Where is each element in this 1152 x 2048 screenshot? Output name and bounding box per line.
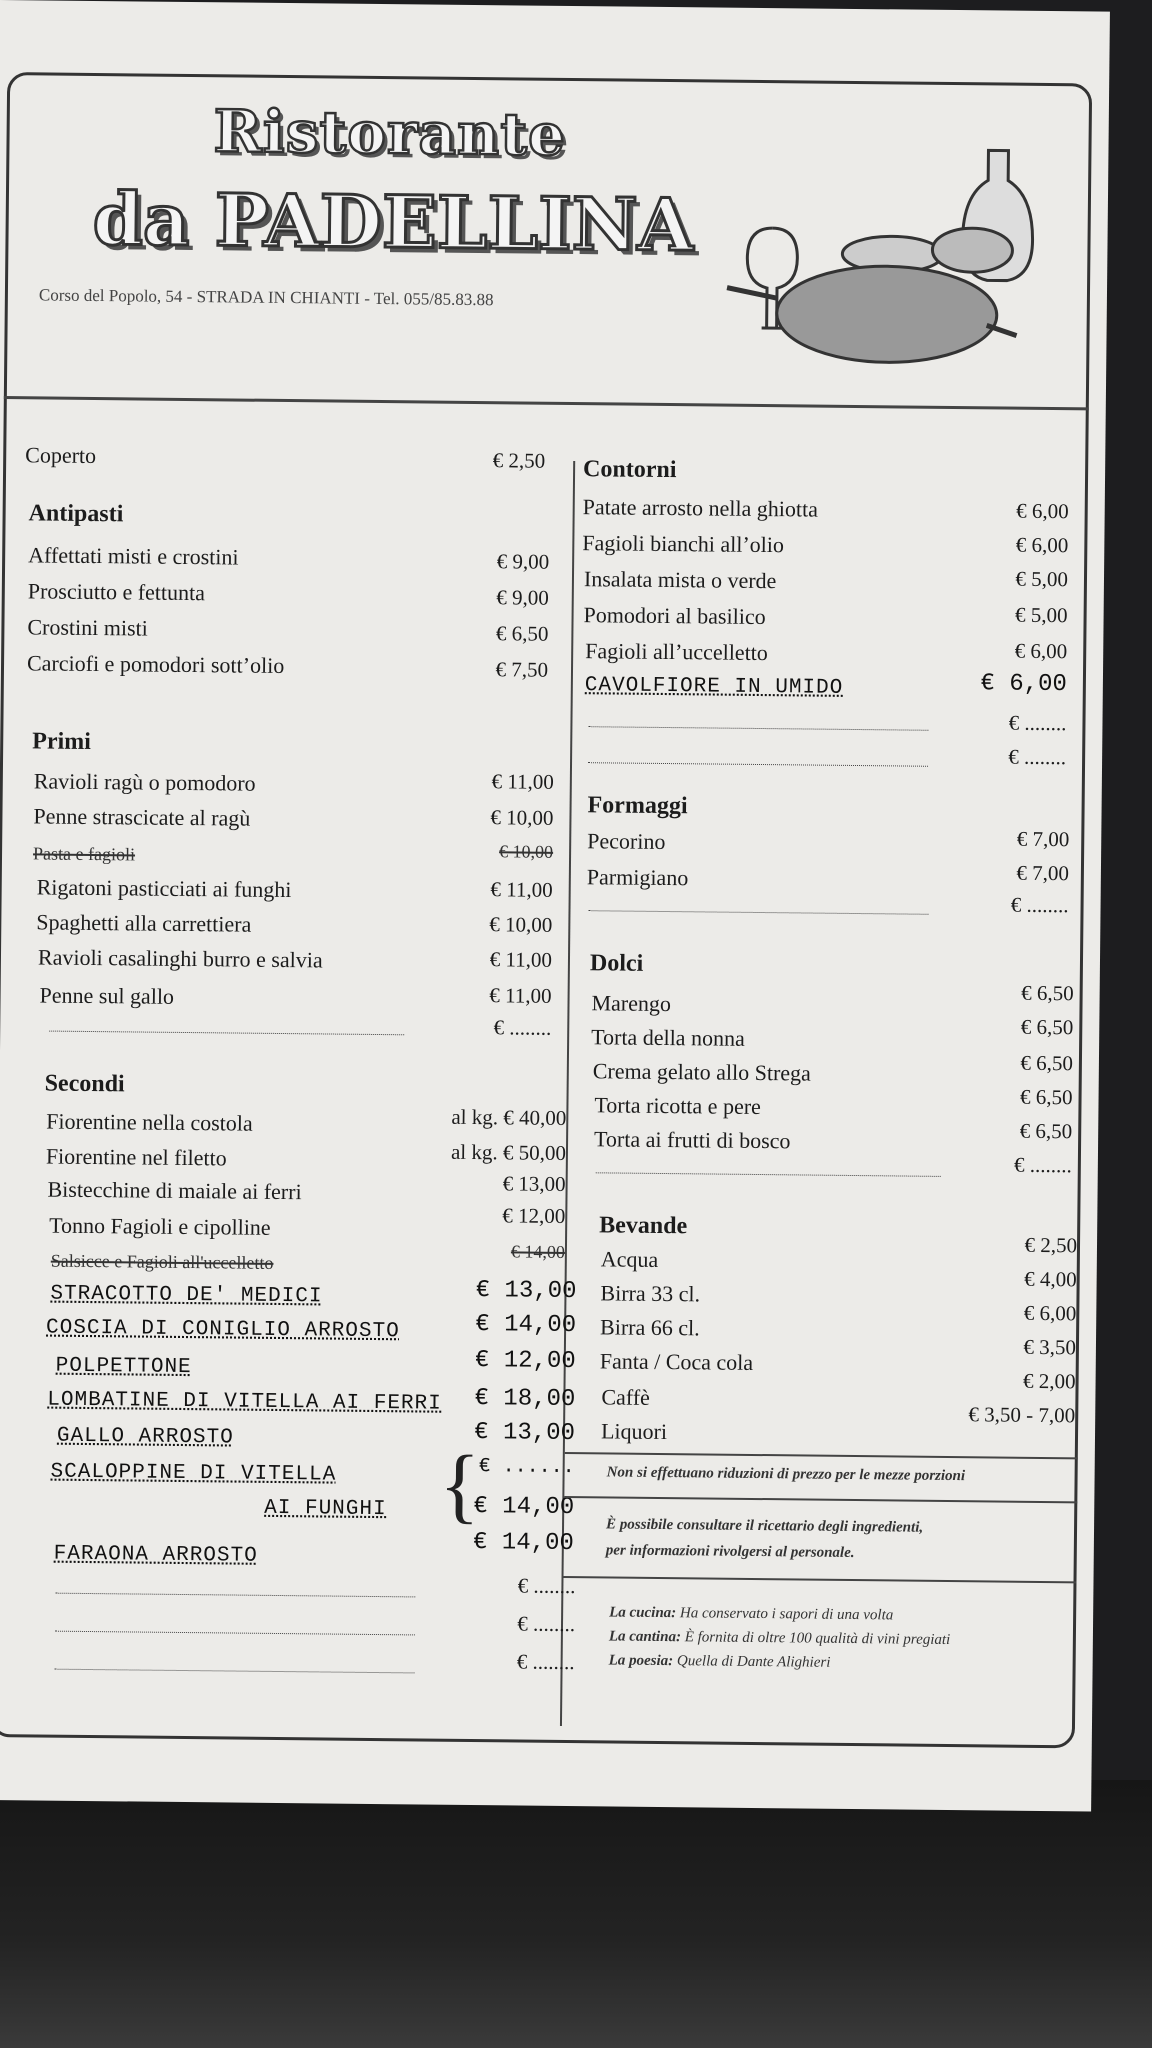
menu-item-name: Marengo xyxy=(591,990,672,1017)
menu-item-name: Fiorentine nella costola xyxy=(46,1108,253,1136)
menu-item-price: € 9,00 xyxy=(496,585,549,610)
menu-item-name: Pomodori al basilico xyxy=(583,602,766,630)
menu-item-price: € 6,50 xyxy=(1019,1118,1073,1144)
menu-item-name: Affettati misti e crostini xyxy=(28,542,239,570)
menu-item-name-struck: Salsicce e Fagioli all'uccelletto xyxy=(50,1250,274,1273)
cantina-text: È fornita di oltre 100 qualità di vini pregiati xyxy=(684,1629,951,1649)
menu-item-price-blank: € ........ xyxy=(517,1611,576,1637)
menu-item-price: € 10,00 xyxy=(489,912,553,937)
secondi-heading: Secondi xyxy=(44,1070,125,1098)
menu-item-name: Fagioli bianchi all’olio xyxy=(582,530,785,558)
handwritten-price: € 12,00 xyxy=(474,1347,576,1376)
menu-item-price: € 6,50 xyxy=(1020,1050,1074,1076)
menu-item-price: € 2,00 xyxy=(1022,1368,1076,1394)
menu-item-price: € 9,00 xyxy=(496,549,550,574)
handwritten-item: FARAONA ARROSTO xyxy=(53,1542,258,1568)
handwritten-price: € 14,00 xyxy=(475,1311,577,1340)
handwritten-price: € 14,00 xyxy=(472,1529,575,1558)
menu-item-name: Crema gelato allo Strega xyxy=(592,1058,812,1086)
menu-item-price: € 13,00 xyxy=(502,1171,566,1196)
menu-item-price: al kg. € 50,00 xyxy=(450,1139,567,1165)
menu-item-price-blank: € ........ xyxy=(1010,892,1069,918)
cantina-label: La cantina: xyxy=(608,1628,682,1646)
menu-item-price-struck: € 10,00 xyxy=(499,841,554,862)
recipe-note-line1: È possibile consultare il ricettario degli ingredienti, xyxy=(605,1516,924,1536)
menu-item-price: € 2,50 xyxy=(1024,1232,1078,1258)
handwritten-price: € 13,00 xyxy=(475,1277,577,1306)
restaurant-name: da PADELLINA xyxy=(92,175,694,268)
handwritten-price: € ...... xyxy=(478,1455,575,1480)
menu-item-name: Caffè xyxy=(601,1384,651,1410)
menu-item-price: € 6,00 xyxy=(1015,532,1069,558)
menu-item-name: Rigatoni pasticciati ai funghi xyxy=(36,874,292,903)
menu-item-name: Liquori xyxy=(600,1418,668,1445)
menu-item-price: € 3,50 - 7,00 xyxy=(968,1402,1076,1428)
menu-item-name: Ravioli casalinghi burro e salvia xyxy=(37,944,323,973)
menu-item-price-blank: € ........ xyxy=(1013,1152,1072,1178)
food-illustration xyxy=(716,138,1049,391)
menu-item-price: € 11,00 xyxy=(490,877,553,902)
handwritten-price: € 14,00 xyxy=(473,1493,575,1522)
primi-heading: Primi xyxy=(32,728,92,755)
menu-item-price: € 6,50 xyxy=(1020,1014,1074,1040)
menu-item-price: € 5,00 xyxy=(1014,602,1068,628)
menu-item-name: Bistecchine di maiale ai ferri xyxy=(47,1176,302,1205)
menu-item-price: € 11,00 xyxy=(491,769,554,794)
menu-item-price: € 6,00 xyxy=(1023,1300,1077,1326)
cucina-label: La cucina: xyxy=(609,1604,677,1622)
menu-item-name: Torta ricotta e pere xyxy=(594,1092,762,1120)
menu-item-name: Fanta / Coca cola xyxy=(599,1348,754,1375)
handwritten-item: COSCIA DI CONIGLIO ARROSTO xyxy=(45,1316,400,1344)
menu-item-name: Patate arrosto nella ghiotta xyxy=(582,494,819,522)
handwritten-item: GALLO ARROSTO xyxy=(56,1424,234,1450)
antipasti-heading: Antipasti xyxy=(28,500,124,528)
menu-item-name: Fiorentine nel filetto xyxy=(45,1143,227,1171)
poesia-label: La poesia: xyxy=(608,1652,674,1670)
menu-item-name: Birra 66 cl. xyxy=(600,1314,700,1341)
menu-item-name: Prosciutto e fettunta xyxy=(27,578,206,606)
menu-item-price: € 5,00 xyxy=(1015,566,1069,592)
menu-item-price: al kg. € 40,00 xyxy=(451,1104,567,1130)
menu-item-price: € 10,00 xyxy=(490,805,554,830)
menu-item-price: € 7,00 xyxy=(1016,860,1070,886)
menu-item-price: € 12,00 xyxy=(502,1203,566,1228)
cucina-note xyxy=(609,1604,893,1624)
recipe-note-line2: per informazioni rivolgersi al personale. xyxy=(605,1542,855,1562)
menu-item-name: Pecorino xyxy=(587,828,666,855)
menu-item-price-blank: € ........ xyxy=(493,1015,552,1040)
menu-item-price: € 6,50 xyxy=(1019,1084,1073,1110)
menu-item-price: € 6,50 xyxy=(1021,980,1074,1006)
menu-item-price-blank: € ........ xyxy=(517,1573,576,1599)
restaurant-address: Corso del Popolo, 54 - STRADA IN CHIANTI - Tel. 055/85.83.88 xyxy=(38,285,494,310)
bevande-heading: Bevande xyxy=(599,1212,688,1240)
handwritten-item: AI FUNGHI xyxy=(264,1496,387,1522)
cucina-text: Ha conservato i sapori di una volta xyxy=(679,1605,894,1624)
menu-item-price: € 7,00 xyxy=(1016,826,1070,852)
menu-item-price-blank: € ........ xyxy=(1008,710,1067,736)
menu-item-name-struck: Pasta e fagioli xyxy=(32,843,136,865)
cantina-note xyxy=(609,1628,951,1649)
handwritten-item: STRACOTTO DE' MEDICI xyxy=(50,1282,323,1309)
menu-item-name: Crostini misti xyxy=(27,614,148,641)
menu-item-price: € 6,00 xyxy=(1016,498,1069,524)
menu-item-price-struck: € 14,00 xyxy=(510,1241,566,1262)
menu-item-name: Insalata mista o verde xyxy=(583,566,777,594)
poesia-note xyxy=(609,1652,831,1671)
handwritten-price: € 13,00 xyxy=(474,1419,576,1448)
menu-item-name: Ravioli ragù o pomodoro xyxy=(33,768,256,796)
menu-item-name: Birra 33 cl. xyxy=(600,1280,701,1307)
handwritten-item: SCALOPPINE DI VITELLA xyxy=(50,1460,337,1487)
menu-item-name: Penne strascicate al ragù xyxy=(33,803,251,831)
coperto-price: € 2,50 xyxy=(492,448,546,473)
dolci-heading: Dolci xyxy=(589,950,644,977)
menu-item-price: € 4,00 xyxy=(1024,1266,1077,1292)
handwritten-item: LOMBATINE DI VITELLA AI FERRI xyxy=(47,1388,442,1416)
handwritten-price: € 18,00 xyxy=(474,1385,576,1414)
handwritten-item: CAVOLFIORE IN UMIDO xyxy=(584,674,844,700)
menu-item-name: Spaghetti alla carrettiera xyxy=(36,909,252,937)
menu-item-name: Tonno Fagioli e cipolline xyxy=(49,1212,271,1240)
menu-item-name: Penne sul gallo xyxy=(39,982,175,1009)
menu-item-name: Acqua xyxy=(600,1246,659,1272)
menu-item-price: € 11,00 xyxy=(489,983,552,1008)
menu-item-price: € 7,50 xyxy=(495,657,549,682)
menu-item-name: Torta ai frutti di bosco xyxy=(593,1126,791,1154)
contorni-heading: Contorni xyxy=(582,456,677,484)
menu-item-price: € 3,50 xyxy=(1023,1334,1077,1360)
formaggi-heading: Formaggi xyxy=(587,792,688,820)
menu-item-price-blank: € ........ xyxy=(1008,744,1067,770)
grouping-brace: { xyxy=(438,1438,481,1533)
table-background xyxy=(0,1780,1152,2048)
no-reductions-note: Non si effettuano riduzioni di prezzo per le mezze porzioni xyxy=(606,1464,966,1485)
menu-item-name: Fagioli all’uccelletto xyxy=(585,638,769,666)
coperto-label: Coperto xyxy=(25,442,97,469)
menu-item-name: Torta della nonna xyxy=(591,1024,745,1051)
restaurant-title: Ristorante xyxy=(213,97,567,169)
handwritten-item: POLPETTONE xyxy=(55,1354,192,1380)
menu-item-price: € 6,50 xyxy=(495,621,549,646)
handwritten-price: € 6,00 xyxy=(980,670,1068,699)
menu-item-price: € 6,00 xyxy=(1014,638,1068,664)
menu-item-price: € 11,00 xyxy=(489,947,553,972)
menu-item-name: Carciofi e pomodori sott’olio xyxy=(26,650,285,679)
poesia-text: Quella di Dante Alighieri xyxy=(676,1653,831,1671)
menu-item-name: Parmigiano xyxy=(586,864,689,891)
menu-item-price-blank: € ........ xyxy=(516,1649,575,1675)
